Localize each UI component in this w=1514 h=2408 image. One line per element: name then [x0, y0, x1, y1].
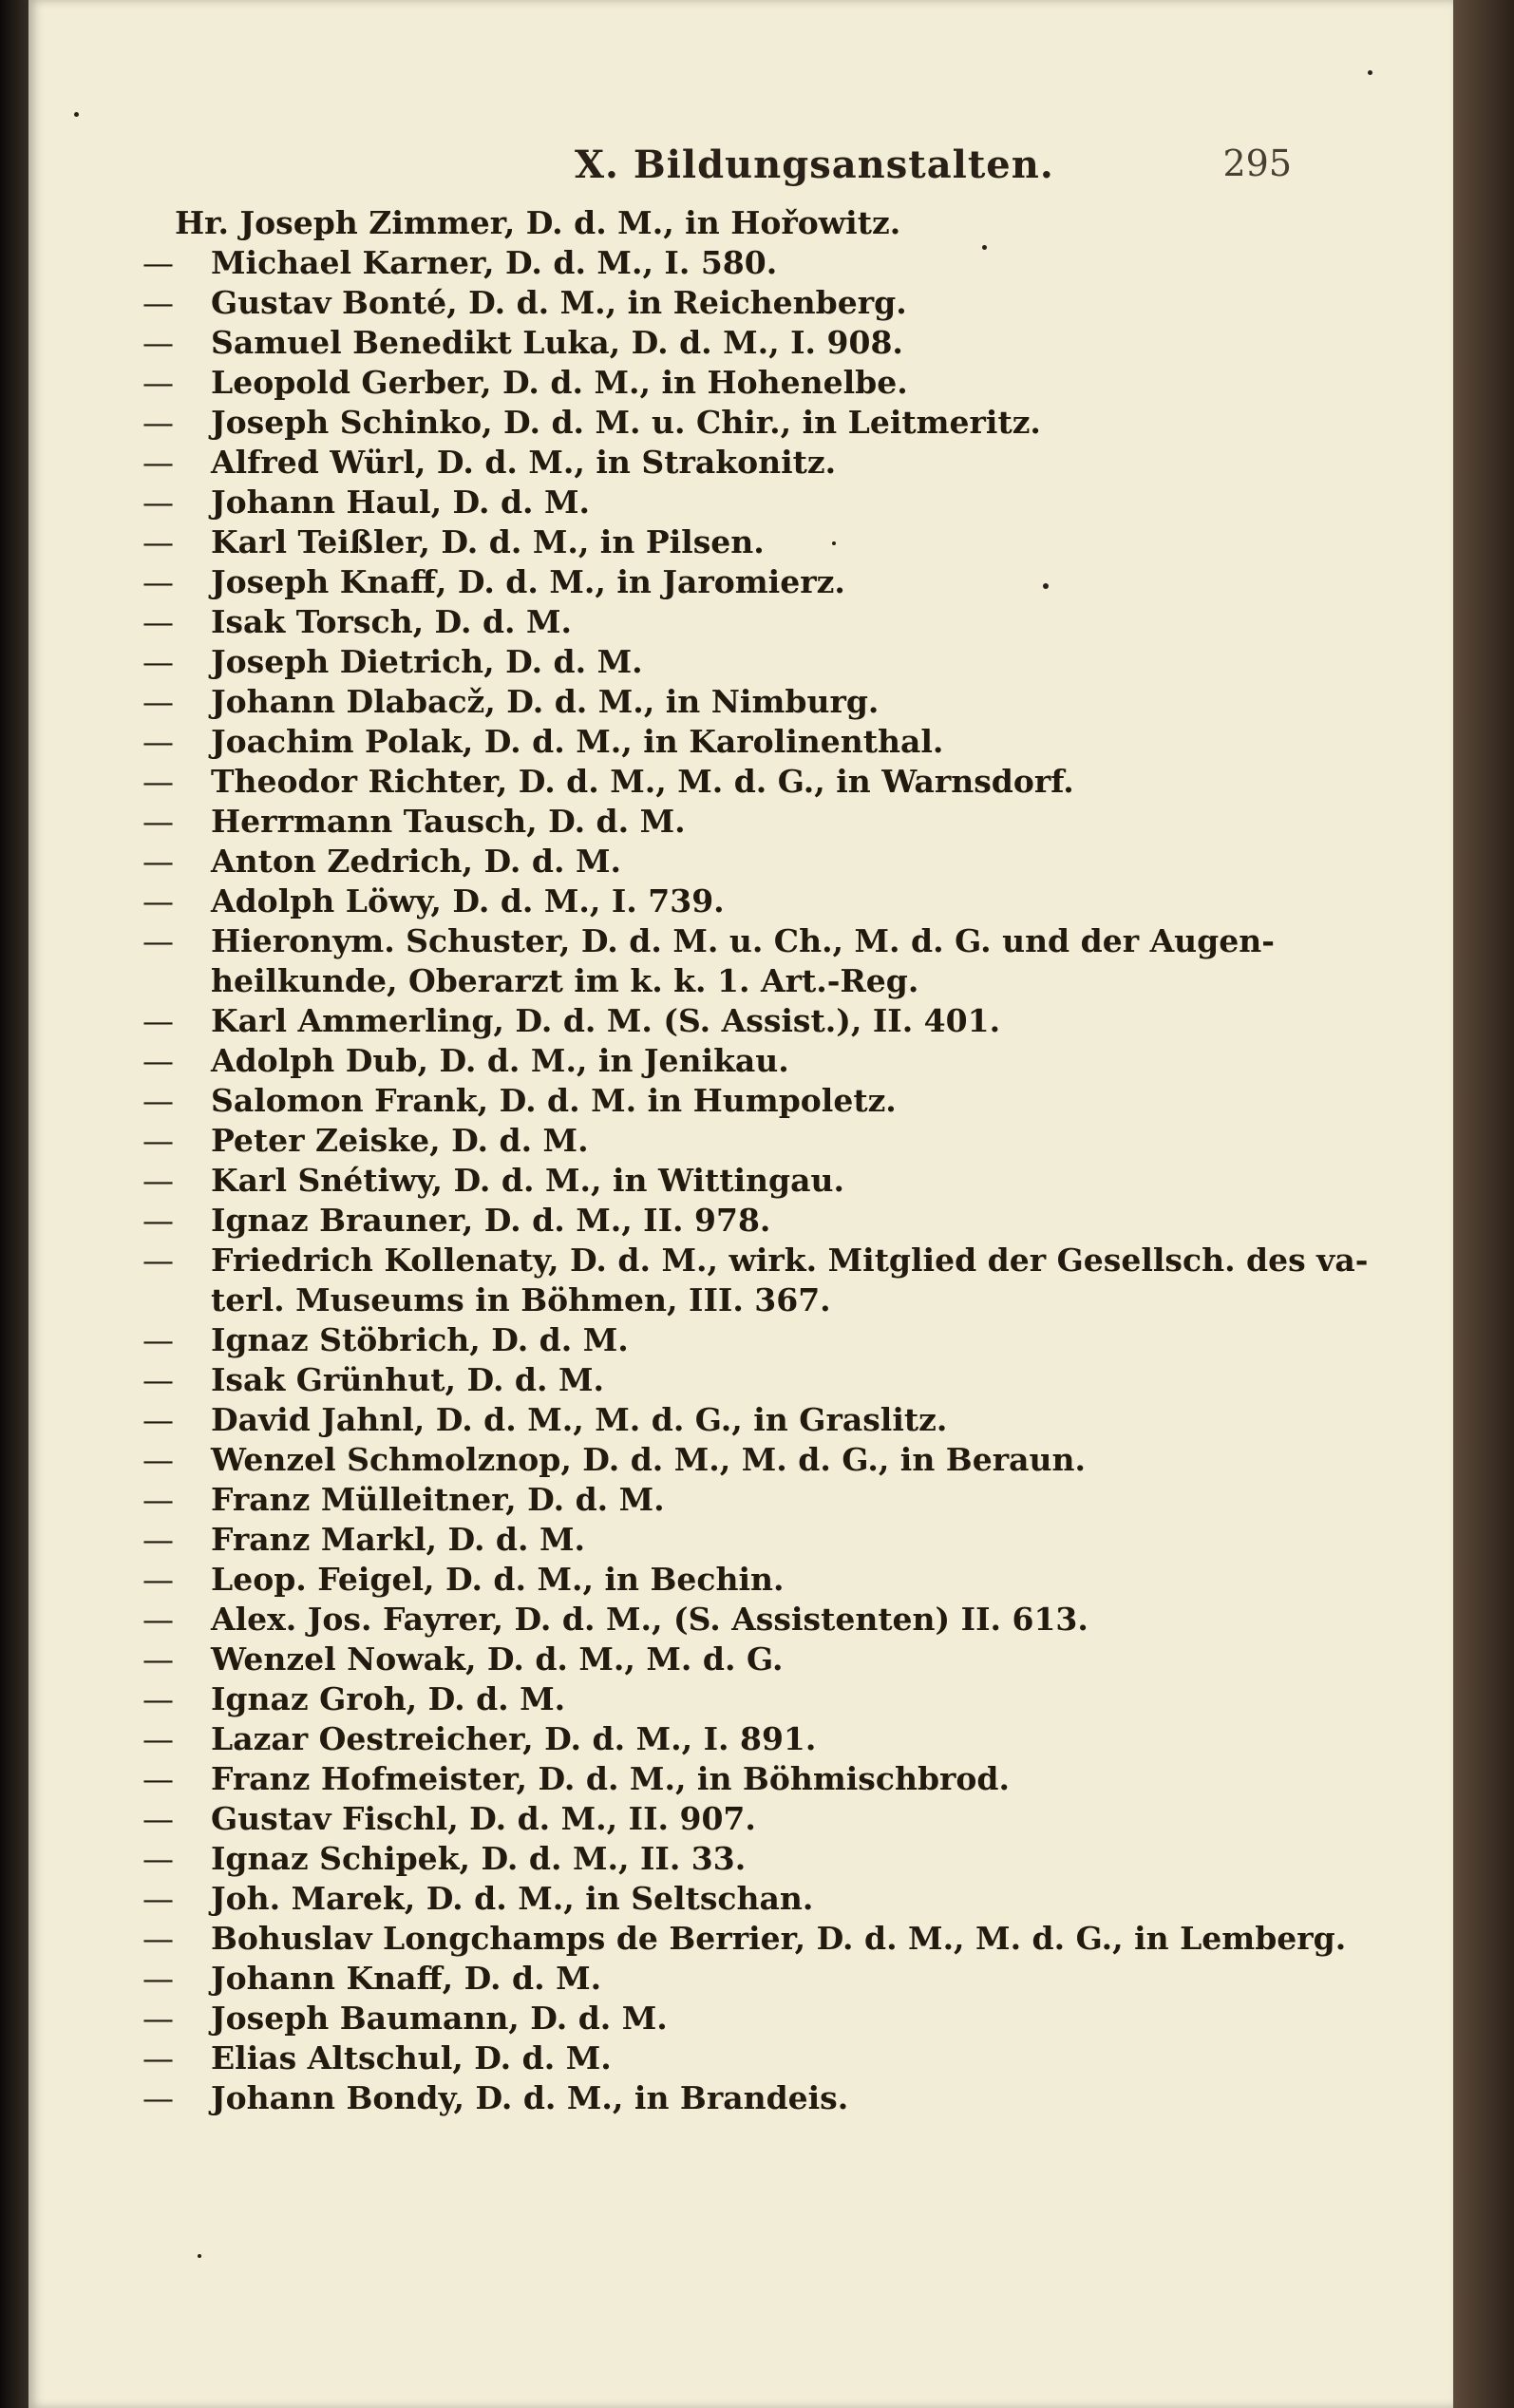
entry-dash: —: [142, 1960, 174, 1997]
entry-dash: —: [142, 1720, 174, 1757]
list-item: [142, 722, 1297, 762]
list-item: [142, 1520, 1297, 1560]
list-item: [142, 1959, 1297, 1999]
list-item: [142, 1560, 1297, 1600]
page-number: 295: [1222, 142, 1292, 184]
entry-dash: —: [142, 1162, 174, 1199]
list-item: [142, 443, 1297, 483]
entry-text: Gustav Fischl, D. d. M., II. 907.: [211, 1800, 756, 1837]
entry-text: Anton Zedrich, D. d. M.: [211, 843, 621, 880]
entry-dash: —: [142, 1920, 174, 1957]
entry-dash: —: [142, 1760, 174, 1797]
list-item: [142, 921, 1297, 1001]
entry-text: Michael Karner, D. d. M., I. 580.: [211, 244, 778, 281]
list-item: [142, 762, 1297, 802]
list-item: [142, 363, 1297, 403]
entry-text: Joseph Dietrich, D. d. M.: [211, 643, 643, 680]
list-item: [142, 1001, 1297, 1041]
list-item: [142, 1121, 1297, 1161]
entry-dash: —: [142, 483, 174, 521]
ink-speck: [74, 112, 79, 117]
list-item: [142, 1201, 1297, 1241]
entry-text: Theodor Richter, D. d. M., M. d. G., in Warnsdorf.: [211, 763, 1074, 800]
entry-text: Ignaz Stöbrich, D. d. M.: [211, 1321, 629, 1358]
list-item: [142, 1999, 1297, 2038]
entry-text: Karl Ammerling, D. d. M. (S. Assist.), II. 401.: [211, 1002, 1001, 1039]
list-item: [142, 682, 1297, 722]
entry-dash: —: [142, 1242, 174, 1279]
list-item: [142, 1360, 1297, 1400]
entry-text: Isak Torsch, D. d. M.: [211, 603, 573, 640]
entry-text: Joseph Zimmer, D. d. M., in Hořowitz.: [239, 204, 901, 241]
entry-text: Friedrich Kollenaty, D. d. M., wirk. Mitglied der Gesellsch. des va-: [211, 1242, 1369, 1279]
entry-dash: —: [142, 324, 174, 361]
entry-dash: —: [142, 1521, 174, 1558]
entry-dash: —: [142, 843, 174, 880]
entry-text: Peter Zeiske, D. d. M.: [211, 1122, 589, 1159]
list-item: [142, 522, 1297, 562]
list-item: [142, 1839, 1297, 1879]
ink-speck: [982, 245, 987, 250]
ink-speck: [1043, 583, 1049, 589]
entry-dash: —: [142, 1042, 174, 1079]
entry-text: Alfred Würl, D. d. M., in Strakonitz.: [211, 444, 837, 481]
list-item: [142, 243, 1297, 283]
entry-text: Leopold Gerber, D. d. M., in Hohenelbe.: [211, 364, 908, 401]
entry-dash: —: [142, 2079, 174, 2116]
entry-text: Joseph Baumann, D. d. M.: [211, 2000, 668, 2037]
entry-dash: —: [142, 2039, 174, 2076]
entry-dash: —: [142, 1561, 174, 1598]
entry-text: Samuel Benedikt Luka, D. d. M., I. 908.: [211, 324, 903, 361]
entry-dash: —: [142, 1321, 174, 1358]
entry-text: Franz Mülleitner, D. d. M.: [211, 1481, 665, 1518]
list-item: [142, 1480, 1297, 1520]
list-item: [142, 1640, 1297, 1679]
entry-prefix: Hr.: [175, 204, 230, 241]
entry-text: Wenzel Schmolznop, D. d. M., M. d. G., in Beraun.: [211, 1441, 1086, 1478]
entry-dash: —: [142, 1401, 174, 1438]
binding-shadow: [0, 0, 32, 2408]
entry-text: Joseph Schinko, D. d. M. u. Chir., in Leitmeritz.: [211, 404, 1041, 441]
entry-dash: —: [142, 1880, 174, 1917]
list-item: [142, 1320, 1297, 1360]
list-item: [142, 2078, 1297, 2118]
list-item: [175, 203, 1297, 243]
entry-dash: —: [142, 1840, 174, 1877]
entry-text: Adolph Dub, D. d. M., in Jenikau.: [211, 1042, 789, 1079]
entry-dash: —: [142, 1640, 174, 1678]
entry-list: [142, 203, 1369, 2118]
page-header: [532, 142, 1292, 190]
entry-text: Alex. Jos. Fayrer, D. d. M., (S. Assistenten) II. 613.: [211, 1601, 1088, 1638]
list-item: [142, 1759, 1297, 1799]
entry-text: Joachim Polak, D. d. M., in Karolinenthal.: [211, 723, 944, 760]
entry-dash: —: [142, 723, 174, 760]
entry-dash: —: [142, 882, 174, 920]
entry-text: Karl Snétiwy, D. d. M., in Wittingau.: [211, 1162, 844, 1199]
entry-dash: —: [142, 523, 174, 560]
entry-dash: —: [142, 244, 174, 281]
entry-text: Bohuslav Longchamps de Berrier, D. d. M., M. d. G., in Lemberg.: [211, 1920, 1347, 1957]
entry-dash: —: [142, 1082, 174, 1119]
list-item: [142, 562, 1297, 602]
entry-dash: —: [142, 563, 174, 600]
list-item: [142, 1161, 1297, 1201]
entry-text: Ignaz Groh, D. d. M.: [211, 1680, 566, 1717]
entry-dash: —: [142, 603, 174, 640]
entry-text: Wenzel Nowak, D. d. M., M. d. G.: [211, 1640, 784, 1678]
list-item: [142, 1719, 1297, 1759]
list-item: [142, 1241, 1369, 1320]
entry-dash: —: [142, 1441, 174, 1478]
entry-text: Joh. Marek, D. d. M., in Seltschan.: [211, 1880, 814, 1917]
entry-text: Ignaz Schipek, D. d. M., II. 33.: [211, 1840, 747, 1877]
list-item: [142, 1400, 1297, 1440]
list-item: [142, 1041, 1297, 1081]
entry-text: Franz Markl, D. d. M.: [211, 1521, 586, 1558]
entry-dash: —: [142, 1601, 174, 1638]
entry-dash: —: [142, 364, 174, 401]
entry-text: Isak Grünhut, D. d. M.: [211, 1361, 604, 1398]
entry-text: Joseph Knaff, D. d. M., in Jaromierz.: [211, 563, 845, 600]
entry-dash: —: [142, 444, 174, 481]
list-item: [142, 1679, 1297, 1719]
entry-text: Johann Haul, D. d. M.: [211, 483, 591, 521]
entry-dash: —: [142, 284, 174, 321]
entry-text: Adolph Löwy, D. d. M., I. 739.: [211, 882, 725, 920]
running-head: X. Bildungsanstalten.: [575, 142, 1054, 187]
entry-text: Lazar Oestreicher, D. d. M., I. 891.: [211, 1720, 817, 1757]
list-item: [142, 1081, 1297, 1121]
entry-text: Karl Teißler, D. d. M., in Pilsen.: [211, 523, 765, 560]
entry-text: Gustav Bonté, D. d. M., in Reichenberg.: [211, 284, 907, 321]
entry-text: Leop. Feigel, D. d. M., in Bechin.: [211, 1561, 785, 1598]
list-item: [142, 283, 1297, 323]
entry-text: Johann Bondy, D. d. M., in Brandeis.: [211, 2079, 849, 2116]
entry-dash: —: [142, 922, 174, 959]
list-item: [142, 483, 1297, 522]
entry-dash: —: [142, 2000, 174, 2037]
entry-dash: —: [142, 763, 174, 800]
list-item: [142, 1799, 1297, 1839]
entry-dash: —: [142, 683, 174, 720]
list-item: [142, 802, 1297, 842]
ink-speck: [1368, 70, 1372, 75]
list-item: [142, 842, 1297, 882]
entry-dash: —: [142, 803, 174, 840]
list-item: [142, 602, 1297, 642]
entry-dash: —: [142, 1680, 174, 1717]
entry-dash: —: [142, 1800, 174, 1837]
entry-continuation: terl. Museums in Böhmen, III. 367.: [211, 1281, 831, 1318]
entry-dash: —: [142, 404, 174, 441]
entry-dash: —: [142, 1122, 174, 1159]
entry-dash: —: [142, 1481, 174, 1518]
entry-text: Johann Knaff, D. d. M.: [211, 1960, 602, 1997]
entry-text: Ignaz Brauner, D. d. M., II. 978.: [211, 1202, 771, 1239]
ink-speck: [198, 2254, 201, 2258]
entry-dash: —: [142, 643, 174, 680]
entry-continuation: heilkunde, Oberarzt im k. k. 1. Art.-Reg.: [211, 962, 919, 999]
entry-text: Hieronym. Schuster, D. d. M. u. Ch., M. d. G. und der Augen-: [211, 922, 1275, 959]
list-item: [142, 882, 1297, 921]
entry-text: Herrmann Tausch, D. d. M.: [211, 803, 686, 840]
list-item: [142, 2038, 1297, 2078]
list-item: [142, 1879, 1297, 1919]
list-item: [142, 642, 1297, 682]
entry-text: David Jahnl, D. d. M., M. d. G., in Graslitz.: [211, 1401, 948, 1438]
entry-text: Franz Hofmeister, D. d. M., in Böhmischbrod.: [211, 1760, 1010, 1797]
list-item: [142, 403, 1297, 443]
entry-dash: —: [142, 1361, 174, 1398]
entry-text: Salomon Frank, D. d. M. in Humpoletz.: [211, 1082, 897, 1119]
list-item: [142, 1440, 1297, 1480]
ink-speck: [832, 541, 836, 545]
entry-dash: —: [142, 1202, 174, 1239]
entry-text: Elias Altschul, D. d. M.: [211, 2039, 612, 2076]
list-item: [142, 1600, 1297, 1640]
entry-dash: —: [142, 1002, 174, 1039]
page-edge: [1453, 0, 1514, 2408]
list-item: [142, 323, 1297, 363]
entry-text: Johann Dlabacž, D. d. M., in Nimburg.: [211, 683, 880, 720]
list-item: [142, 1919, 1347, 1959]
